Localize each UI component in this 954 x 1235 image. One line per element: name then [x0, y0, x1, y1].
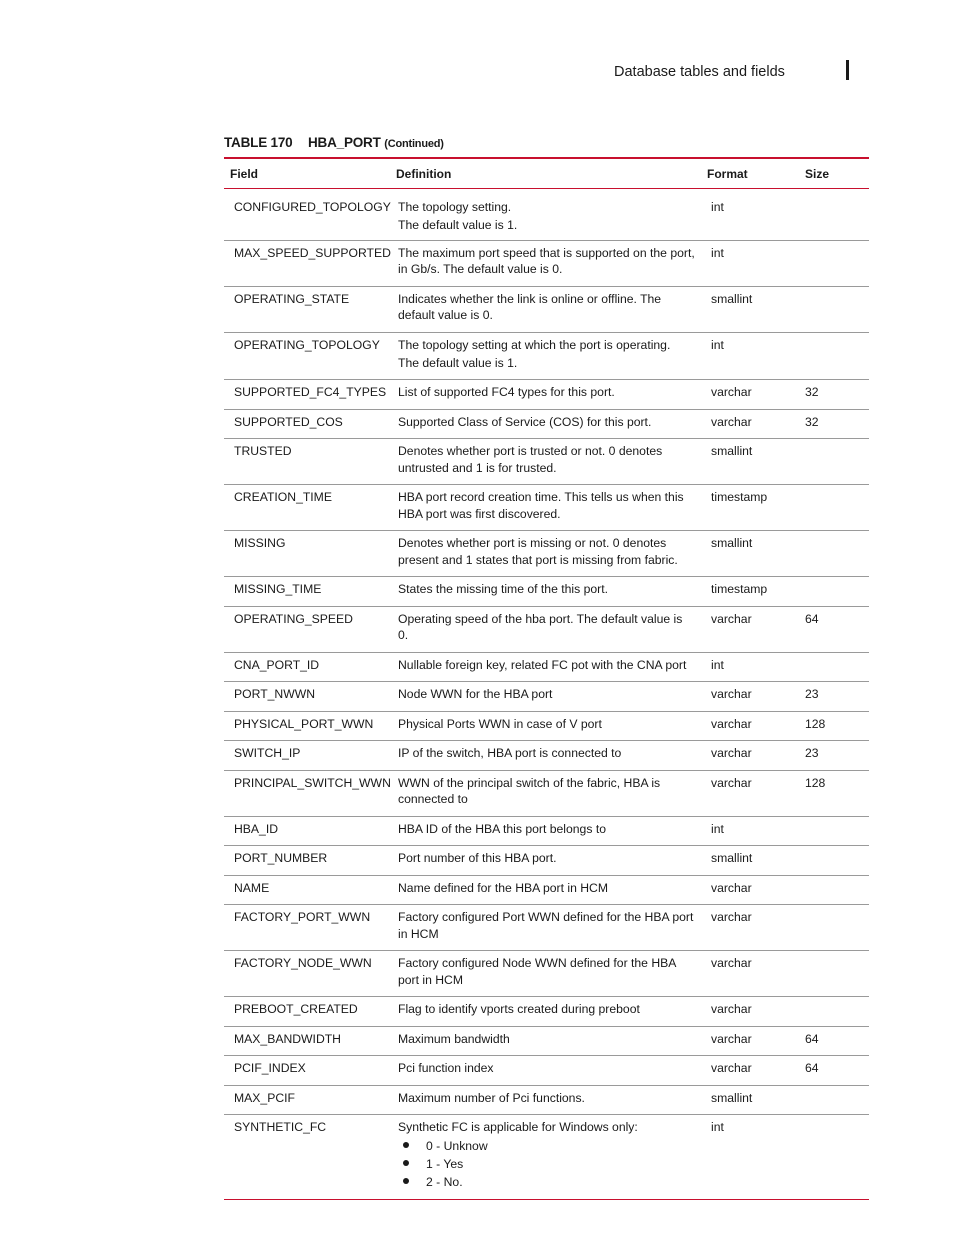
cell-field: PRINCIPAL_SWITCH_WWN — [234, 775, 391, 790]
cell-format: varchar — [711, 910, 752, 924]
cell-definition — [390, 875, 701, 905]
table-row — [224, 1026, 869, 1056]
table-row — [224, 606, 869, 652]
table-row — [224, 1056, 869, 1086]
cell-size — [799, 951, 869, 997]
cell-field: SUPPORTED_FC4_TYPES — [234, 385, 387, 399]
cell-definition — [390, 240, 701, 286]
cell-size — [799, 240, 869, 286]
table-row — [224, 711, 869, 741]
definition-text: Synthetic FC is applicable for Windows only: — [398, 1120, 638, 1134]
table-row — [224, 286, 869, 332]
definition-text: Pci function index — [398, 1061, 494, 1075]
table-row — [224, 485, 869, 531]
table-row — [224, 531, 869, 577]
cell-field: MISSING — [234, 536, 286, 550]
definition-text: Physical Ports WWN in case of V port — [398, 716, 602, 731]
cell-format: int — [711, 657, 724, 672]
table-row — [224, 577, 869, 607]
table-number: TABLE 170 — [224, 135, 293, 150]
cell-format: varchar — [711, 775, 752, 790]
cell-field: CNA_PORT_ID — [234, 657, 320, 672]
table-row — [224, 770, 869, 816]
cell-size — [799, 846, 869, 876]
cell-field: FACTORY_PORT_WWN — [234, 910, 371, 924]
cell-field: MAX_SPEED_SUPPORTED — [234, 245, 391, 260]
cell-format: varchar — [711, 956, 752, 970]
cell-format: smallint — [711, 1090, 753, 1105]
cell-definition — [390, 606, 701, 652]
cell-size: 64 — [805, 1061, 819, 1075]
cell-size: 128 — [805, 716, 826, 731]
cell-format: varchar — [711, 880, 752, 895]
cell-field: HBA_ID — [234, 821, 279, 836]
table-row — [224, 682, 869, 712]
cell-size — [799, 531, 869, 577]
cell-size: 32 — [805, 385, 819, 399]
header-bar — [846, 60, 849, 80]
cell-definition — [390, 846, 701, 876]
cell-field: PCIF_INDEX — [234, 1061, 306, 1075]
cell-format: int — [711, 200, 724, 214]
cell-size: 23 — [805, 687, 819, 701]
cell-field: NAME — [234, 880, 270, 895]
cell-field: SYNTHETIC_FC — [234, 1120, 327, 1134]
table-continued: (Continued) — [384, 138, 444, 150]
cell-size — [799, 577, 869, 607]
cell-definition — [390, 711, 701, 741]
cell-format: smallint — [711, 444, 753, 458]
cell-size — [799, 189, 869, 241]
table-row — [224, 846, 869, 876]
col-header-size: Size — [805, 167, 830, 182]
cell-definition — [390, 951, 701, 997]
cell-definition — [390, 1056, 701, 1086]
cell-field: PREBOOT_CREATED — [234, 1002, 358, 1016]
cell-format: varchar — [711, 1002, 752, 1016]
definition-bullet-item: 2 - No. — [398, 1173, 695, 1191]
cell-definition — [390, 1026, 701, 1056]
table-row — [224, 439, 869, 485]
cell-size — [799, 286, 869, 332]
cell-format: varchar — [711, 1061, 752, 1075]
definition-text-default: The default value is 1. — [398, 355, 518, 370]
table-row — [224, 1085, 869, 1115]
cell-format: timestamp — [711, 582, 768, 596]
cell-definition — [390, 189, 701, 241]
definition-text: IP of the switch, HBA port is connected to — [398, 746, 622, 760]
definition-text: Denotes whether port is trusted or not. 0 denotes untrusted and 1 is for trusted. — [398, 444, 663, 475]
cell-field: OPERATING_TOPOLOGY — [234, 337, 380, 352]
cell-format: varchar — [711, 611, 752, 626]
definition-text: The maximum port speed that is supported on the port, in Gb/s. The default value is 0. — [398, 245, 695, 276]
cell-size — [799, 905, 869, 951]
cell-field: PORT_NWWN — [234, 687, 316, 701]
cell-size — [799, 332, 869, 380]
cell-definition — [390, 485, 701, 531]
cell-definition — [390, 531, 701, 577]
cell-definition — [390, 332, 701, 380]
cell-definition — [390, 816, 701, 846]
cell-field: PORT_NUMBER — [234, 851, 328, 865]
definition-text: Factory configured Port WWN defined for the HBA port in HCM — [398, 910, 694, 941]
definition-text: Name defined for the HBA port in HCM — [398, 880, 608, 895]
definition-text: Indicates whether the link is online or offline. The default value is 0. — [398, 291, 662, 322]
cell-definition — [390, 905, 701, 951]
cell-definition — [390, 380, 701, 410]
cell-field: MISSING_TIME — [234, 582, 322, 596]
cell-definition — [390, 409, 701, 439]
definition-bullet-item: 0 - Unknow — [398, 1137, 695, 1155]
cell-field: CONFIGURED_TOPOLOGY — [234, 200, 391, 214]
cell-field: CREATION_TIME — [234, 490, 332, 504]
table-row — [224, 905, 869, 951]
table-header-row — [224, 158, 869, 189]
cell-size — [799, 1085, 869, 1115]
table-row — [224, 816, 869, 846]
definition-text: HBA port record creation time. This tells us when this HBA port was first discovered. — [398, 490, 684, 521]
definition-text: List of supported FC4 types for this port. — [398, 385, 615, 399]
cell-field: FACTORY_NODE_WWN — [234, 956, 372, 970]
cell-definition — [390, 286, 701, 332]
hba-port-table — [224, 157, 869, 1200]
cell-field: SWITCH_IP — [234, 746, 301, 760]
definition-text: Flag to identify vports created during preboot — [398, 1002, 640, 1016]
cell-format: int — [711, 337, 724, 352]
cell-size: 128 — [805, 775, 826, 790]
definition-text: WWN of the principal switch of the fabric, HBA is connected to — [398, 775, 661, 806]
cell-format: varchar — [711, 414, 752, 429]
definition-text: The topology setting at which the port is operating. — [398, 337, 671, 352]
table-name: HBA_PORT — [308, 135, 381, 150]
table-row — [224, 189, 869, 241]
col-header-format: Format — [707, 167, 748, 182]
definition-text: Maximum number of Pci functions. — [398, 1090, 585, 1105]
cell-size — [799, 875, 869, 905]
cell-size — [799, 1115, 869, 1200]
cell-field: OPERATING_SPEED — [234, 611, 353, 626]
cell-size — [799, 439, 869, 485]
definition-bullet-list — [398, 1137, 695, 1191]
cell-format: smallint — [711, 851, 753, 865]
definition-text: Port number of this HBA port. — [398, 851, 557, 865]
definition-text: The topology setting. — [398, 200, 512, 214]
table-row — [224, 951, 869, 997]
cell-definition — [390, 997, 701, 1027]
definition-text: HBA ID of the HBA this port belongs to — [398, 821, 606, 836]
col-header-definition: Definition — [396, 167, 452, 182]
cell-size — [799, 816, 869, 846]
cell-field: SUPPORTED_COS — [234, 414, 343, 429]
cell-format: varchar — [711, 716, 752, 731]
cell-size: 32 — [805, 414, 819, 429]
table-row — [224, 997, 869, 1027]
table-row — [224, 240, 869, 286]
table-row — [224, 380, 869, 410]
cell-format: varchar — [711, 746, 752, 760]
table-caption — [224, 135, 444, 150]
definition-text: Node WWN for the HBA port — [398, 687, 553, 701]
cell-size — [799, 652, 869, 682]
definition-text: Nullable foreign key, related FC pot with the CNA port — [398, 657, 687, 672]
cell-format: int — [711, 245, 724, 260]
cell-definition — [390, 439, 701, 485]
table-row — [224, 332, 869, 380]
cell-field: MAX_BANDWIDTH — [234, 1031, 341, 1046]
table-row — [224, 1115, 869, 1200]
cell-size — [799, 485, 869, 531]
cell-definition — [390, 770, 701, 816]
cell-definition — [390, 741, 701, 771]
definition-text-default: The default value is 1. — [398, 218, 518, 232]
cell-field: TRUSTED — [234, 444, 292, 458]
cell-format: int — [711, 821, 724, 836]
cell-definition — [390, 1085, 701, 1115]
definition-text: Factory configured Node WWN defined for the HBA port in HCM — [398, 956, 676, 987]
cell-size: 23 — [805, 746, 819, 760]
cell-definition — [390, 682, 701, 712]
definition-bullet-item: 1 - Yes — [398, 1155, 695, 1173]
definition-text: Supported Class of Service (COS) for this port. — [398, 414, 652, 429]
cell-definition — [390, 577, 701, 607]
cell-field: OPERATING_STATE — [234, 291, 350, 306]
cell-format: varchar — [711, 687, 752, 701]
cell-format: varchar — [711, 385, 752, 399]
table-row — [224, 652, 869, 682]
cell-format: varchar — [711, 1031, 752, 1046]
cell-field: PHYSICAL_PORT_WWN — [234, 716, 374, 731]
cell-size: 64 — [805, 1031, 819, 1046]
cell-definition — [390, 652, 701, 682]
cell-format: smallint — [711, 291, 753, 306]
running-header: Database tables and fields — [614, 64, 785, 80]
definition-text: Denotes whether port is missing or not. 0 denotes present and 1 states that port is missing from fabric. — [398, 536, 678, 567]
definition-text: Maximum bandwidth — [398, 1031, 510, 1046]
definition-text: States the missing time of the this port. — [398, 582, 608, 596]
definition-text: Operating speed of the hba port. The default value is 0. — [398, 611, 683, 642]
cell-format: int — [711, 1120, 724, 1134]
cell-field: MAX_PCIF — [234, 1090, 295, 1105]
cell-format: timestamp — [711, 490, 768, 504]
table-row — [224, 409, 869, 439]
cell-size — [799, 997, 869, 1027]
cell-format: smallint — [711, 536, 753, 550]
table-row — [224, 741, 869, 771]
table-row — [224, 875, 869, 905]
cell-definition — [390, 1115, 701, 1200]
col-header-field: Field — [230, 167, 259, 182]
cell-size: 64 — [805, 611, 819, 626]
